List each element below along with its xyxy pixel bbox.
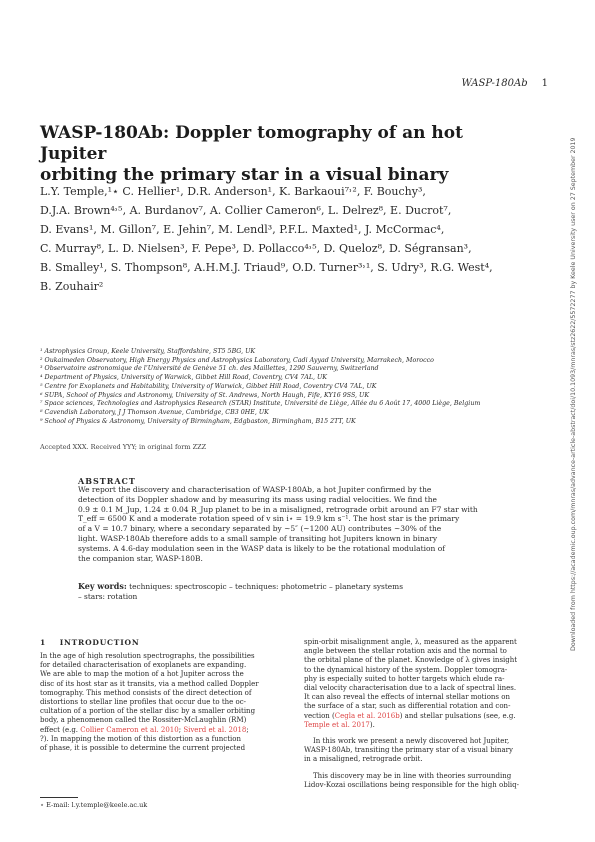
- intro-left-column: [40, 652, 280, 753]
- affiliation: ³ Observatoire astronomique de l’Université de Genève 51 ch. des Maillettes, 1290 Sauverny, Switzerland: [40, 365, 379, 373]
- affiliation: ⁹ School of Physics & Astronomy, University of Birmingham, Edgbaston, Birmingham, B15 2TT, UK: [40, 417, 356, 425]
- author-list: [40, 182, 540, 296]
- abstract-line: detection of its Doppler shadow and by measuring its mass using radial velocities. We find the: [78, 494, 437, 504]
- keywords-label: Key words:: [78, 581, 127, 591]
- abstract-heading: ABSTRACT: [78, 476, 136, 486]
- body-line: It can also reveal the effects of internal stellar motions on: [304, 693, 510, 702]
- body-line: [304, 721, 544, 730]
- affiliation: ⁶ SUPA, School of Physics and Astronomy, University of St. Andrews, North Haugh, Fife, KY16 9SS, UK: [40, 391, 370, 399]
- body-line: distortions to stellar line profiles that occur due to the oc-: [40, 698, 247, 707]
- journal-short-title: WASP-180Ab: [461, 78, 528, 89]
- citation-link[interactable]: Cegla et al. 2016b: [334, 711, 400, 720]
- body-line: ?). In mapping the motion of this distortion as a function: [40, 734, 241, 743]
- abstract-line: the companion star, WASP-180B.: [78, 553, 203, 563]
- affiliation: ⁵ Centre for Exoplanets and Habitability, University of Warwick, Gibbet Hill Road, Coventry CV4 7AL, UK: [40, 382, 377, 390]
- body-line: In this work we present a newly discovered hot Jupiter,: [313, 737, 510, 746]
- body-line: for detailed characterisation of exoplanets are expanding.: [40, 661, 247, 670]
- body-line: [304, 712, 544, 721]
- author-line: D. Evans¹, M. Gillon⁷, E. Jehin⁷, M. Lendl³, P.F.L. Maxted¹, J. McCormac⁴,: [40, 223, 445, 236]
- abstract-line: systems. A 4.6-day modulation seen in the WASP data is likely to be the rotational modulation of: [78, 543, 446, 553]
- citation-link[interactable]: Temple et al. 2017: [304, 720, 370, 729]
- abstract-line: We report the discovery and characterisation of WASP-180Ab, a hot Jupiter confirmed by the: [78, 485, 432, 494]
- intro-right-column: [304, 638, 544, 790]
- section-number: 1: [40, 638, 47, 647]
- body-line: angle between the stellar rotation axis and the normal to: [304, 647, 507, 656]
- body-line: disc of its host star as it transits, via a method called Doppler: [40, 679, 259, 688]
- footnote-divider: [40, 797, 78, 798]
- corresponding-author-footnote: ⋆ E-mail: l.y.temple@keele.ac.uk: [40, 801, 148, 809]
- body-line: phy is especially suited to hotter targets which elude ra-: [304, 674, 505, 683]
- body-line: tomography. This method consists of the direct detection of: [40, 688, 252, 697]
- affiliation: ⁴ Department of Physics, University of Warwick, Gibbet Hill Road, Coventry, CV4 7AL, UK: [40, 374, 328, 382]
- page-number: 1: [541, 78, 548, 89]
- keywords-text: techniques: spectroscopic – techniques: photometric – planetary systems: [126, 582, 403, 591]
- body-line: body, a phenomenon called the Rossiter-McLaughlin (RM): [40, 716, 247, 725]
- running-head: [360, 78, 548, 89]
- body-line: We are able to map the motion of a hot Jupiter across the: [40, 670, 244, 679]
- keywords-text: – stars: rotation: [78, 591, 138, 601]
- body-text: ;: [246, 725, 249, 734]
- author-line: L.Y. Temple,¹⋆ C. Hellier¹, D.R. Anderson¹, K. Barkaoui⁷˒², F. Bouchy³,: [40, 185, 426, 198]
- body-line: This discovery may be in line with theories surrounding: [313, 771, 512, 780]
- abstract-line: of a V = 10.7 binary, where a secondary separated by ~5″ (~1200 AU) contributes ~30% of the: [78, 524, 442, 534]
- author-line: C. Murray⁸, L. D. Nielsen³, F. Pepe³, D. Pollacco⁴˒⁵, D. Queloz⁸, D. Ségransan³,: [40, 242, 472, 255]
- body-line: to the dynamical history of the system. Doppler tomogra-: [304, 665, 508, 674]
- abstract-line: light. WASP-180Ab therefore adds to a small sample of transiting hot Jupiters known in binary: [78, 533, 438, 543]
- body-text: effect (e.g.: [40, 725, 81, 734]
- author-line: B. Zouhair²: [40, 280, 104, 293]
- author-line: D.J.A. Brown⁴˒⁵, A. Burdanov⁷, A. Collier Cameron⁶, L. Delrez⁸, E. Ducrot⁷,: [40, 204, 452, 217]
- paper-title: [40, 123, 520, 186]
- affiliation-list: [40, 348, 560, 426]
- download-watermark: [570, 136, 580, 656]
- download-watermark-text: Downloaded from https://academic.oup.com/mnras/advance-article-abstract/doi/10.1093/mnras/stz2622/5572277 by Keele University user on 27 September 2019: [570, 137, 577, 651]
- body-line: dial velocity characterisation due to a lack of spectral lines.: [304, 684, 517, 693]
- abstract-line: T_eff = 6500 K and a moderate rotation speed of v sin i⋆ = 19.9 km s⁻¹. The host star is the primary: [78, 514, 460, 524]
- section-heading: [40, 638, 140, 647]
- citation-link[interactable]: Siverd et al. 2018: [183, 725, 247, 734]
- accepted-note: Accepted XXX. Received YYY; in original form ZZZ: [40, 443, 207, 451]
- title-line: orbiting the primary star in a visual binary: [40, 165, 449, 185]
- citation-link[interactable]: Collier Cameron et al. 2010: [80, 725, 179, 734]
- body-line: In the age of high resolution spectrographs, the possibilities: [40, 652, 255, 660]
- body-text: ) and stellar pulsations (see, e.g.: [399, 711, 516, 720]
- body-line: cultation of a portion of the stellar disc by a smaller orbiting: [40, 707, 256, 716]
- affiliation: ² Oukaimeden Observatory, High Energy Physics and Astrophysics Laboratory, Cadi Ayyad University, Marrakech, Morocco: [40, 356, 434, 364]
- affiliation: ⁷ Space sciences, Technologies and Astrophysics Research (STAR) Institute, Université de Liège, Allée du 6 Août 17, 4000 Liège, Belgium: [40, 400, 481, 408]
- section-title: INTRODUCTION: [59, 638, 140, 647]
- title-line: WASP-180Ab: Doppler tomography of an hot Jupiter: [40, 123, 463, 164]
- body-text: vection (: [304, 711, 335, 720]
- body-line: in a misaligned, retrograde orbit.: [304, 755, 423, 764]
- body-line: Lidov-Kozai oscillations being responsible for the high obliq-: [304, 780, 520, 789]
- body-line: WASP-180Ab, transiting the primary star of a visual binary: [304, 746, 513, 755]
- affiliation: ¹ Astrophysics Group, Keele University, Staffordshire, ST5 5BG, UK: [40, 348, 256, 355]
- body-line: [40, 726, 280, 735]
- author-line: B. Smalley¹, S. Thompson⁸, A.H.M.J. Triaud⁹, O.D. Turner³˒¹, S. Udry³, R.G. West⁴,: [40, 261, 493, 274]
- affiliation: ⁸ Cavendish Laboratory, J J Thomson Avenue, Cambridge, CB3 0HE, UK: [40, 408, 269, 416]
- body-line: of phase, it is possible to determine the current projected: [40, 744, 246, 753]
- abstract-body: [78, 485, 516, 563]
- body-line: the orbital plane of the planet. Knowledge of λ gives insight: [304, 656, 518, 665]
- keywords: [78, 582, 530, 601]
- body-line: spin-orbit misalignment angle, λ, measured as the apparent: [304, 638, 517, 646]
- abstract-line: 0.9 ± 0.1 M_Jup, 1.24 ± 0.04 R_Jup planet to be in a misaligned, retrograde orbit around an F7 star with: [78, 504, 478, 514]
- body-line: the surface of a star, such as differential rotation and con-: [304, 702, 511, 711]
- body-text: ).: [369, 720, 375, 729]
- body-text: ;: [178, 725, 184, 734]
